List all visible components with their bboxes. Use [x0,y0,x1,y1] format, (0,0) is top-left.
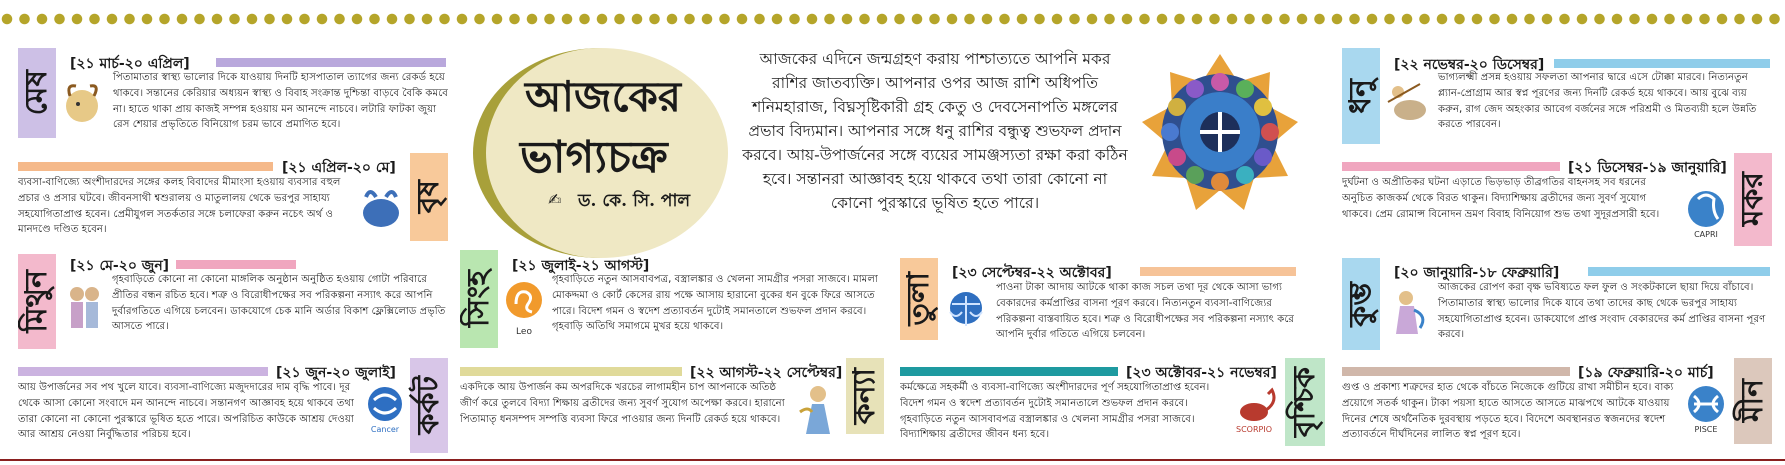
sign-name-tab [900,258,938,340]
sign-text: ব্যবসা-বাণিজ্যে অংশীদারদের সঙ্গের কলহ বিবাদের মীমাংসা হওয়ায় ব্যবসার বহুল প্রচার ও প্রসার ঘটবে। জীবনসাথী শ্বশুরালয় ও মাতুলালয় থেকে ভরপুর সাহায্য সহযোগিতাপ্রাপ্ত হবেন। প্রেমীযুগল সতর্কতার সঙ্গে চলাফেরা করুন নচেৎ অর্থ ও মানদণ্ডে দণ্ডিত হবেন। [18,177,341,236]
header-bar [1342,367,1570,376]
sign-dates: [২১ জুন-২০ জুলাই] [276,365,396,381]
sign-name: সিংহ [461,270,496,328]
leo-icon [502,278,546,338]
header-bar [18,162,273,171]
sign-name-tab [1734,153,1772,246]
sign-dates: [২১ মার্চ-২০ এপ্রিল] [70,56,190,72]
sign-dates: [১৯ ফেব্রুয়ারি-২০ মার্চ] [1578,365,1714,381]
sign-name-tab [18,254,56,349]
sign-box-singha [460,250,900,350]
header-bar [216,58,446,67]
sign-name: ধনু [1343,78,1378,114]
sign-name-tab [846,358,884,434]
sign-text: আয় উপার্জনের সব পথ খুলে যাবে। ব্যবসা-বাণিজ্যে মজুদদারের দাম বৃদ্ধি পাবে। দূর থেকে আসা কোনো সংবাদে মন আনন্দে নাচবে। সন্তানগণ আজ্ঞাবহ হয়ে থাকবে তথা তারা কোনো না কোনো পুরস্কারে ভূষিত হতে পারে। অপরিচিত কাউকে আশ্রয় দেওয়া আর আশ্রয় নেওয়া নির্বুদ্ধিতার পরিচয় হবে। [18,382,354,441]
sign-box-kanya [460,358,886,458]
header-bar [1342,162,1560,171]
taurus-icon [356,183,406,233]
sagittarius-icon [1384,78,1432,130]
dotted-border [0,12,1785,26]
sign-name: মেষ [19,70,54,116]
sign-box-mesh [18,48,448,148]
header-bar [900,367,1118,376]
sign-text: দুর্ঘটনা ও অপ্রীতিকর ঘটনা এড়াতে ভিড়ভাড় তীব্রগতির বাহনসহ সব ধরনের অনুচিত কাজকর্ম থেকে বিরত থাকুন। বিদ্যাশিক্ষায় ব্রতীদের জন্য সুবর্ণ সুযোগ থাকবে। প্রেম রোমান্স বিনোদন ভ্রমণ বিবাহ বিনিয়োগ শুভ তথা সুদূরপ্রসারী হবে। [1342,177,1660,220]
sign-text: পাওনা টাকা আদায় আটকে থাকা কাজ সচল তথা দূর থেকে আসা ভাগ্য বেকারদের কর্মপ্রাপ্তির বাসনা পূরণ করবে। নিত্যনতুন ব্যবসা-বাণিজ্যের পরিকল্পনা বাস্তবায়িত হবে। শত্রু ও বিরোধীপক্ষের সব পরিকল্পনা নস্যাৎ করে আপনি দুর্বার গতিতে এগিয়ে চলবেন। [996,282,1295,341]
header-bar [18,367,268,376]
sign-name-tab [410,153,448,241]
sign-name: মকর [1735,172,1770,227]
svg-text:CAPRI: CAPRI [1694,230,1718,239]
header-bar [460,367,682,376]
header-bar [1140,267,1296,276]
header-bar [1554,59,1770,68]
sign-box-brish [18,153,448,243]
svg-text:SCORPIO: SCORPIO [1236,425,1272,434]
sign-dates: [২৩ অক্টোবর-২১ নভেম্বর] [1126,365,1277,381]
sign-text: পিতামাতার স্বাস্থ্য ভালোর দিকে যাওয়ায় দিনটি হাসপাতাল ত্যাগের জন্য রেকর্ড হয়ে থাকবে। সন্তানের কেরিয়ার অধ্যয়ন স্বাস্থ্য ও বিবাহ সংক্রান্ত দুশ্চিন্তা বাড়বে বৈকি কমবে না। হাতে থাকা প্রায় কাজই সম্পন্ন হওয়ায় মন আনন্দে নাচবে। লটারি ফাটকা জুয়া রেস শেয়ার প্রভৃতিতে বিনিয়োগ চরম ভাবে প্রমাণিত হবে। [113,72,448,131]
sign-dates: [২১ জুলাই-২১ আগস্ট] [512,258,650,274]
sign-name: বৃশ্চিক [1287,366,1322,438]
svg-text:Leo: Leo [516,327,532,337]
sign-box-dhanu [1342,48,1770,148]
sign-text: গুপ্ত ও প্রকাশ্য শত্রুদের হাত থেকে বাঁচতে নিজেকে গুটিয়ে রাখা সমীচীন হবে। বাক্য প্রয়োগে সতর্ক থাকুন। টাকা পয়সা হাতে আসতে আসতে মাঝপথে আটকে যাওয়ায় দিনের শেষে অর্থনৈতিক দুরবস্থায় পড়তে হবে। বিদেশে অবস্থানরত স্বজনদের স্বদেশ প্রত্যাবর্তনে দীর্ঘদিনের লালিত স্বপ্ন পূরণ হবে। [1342,382,1674,441]
sign-box-karkat [18,358,448,458]
page-title-line1: আজকের [525,72,681,121]
sign-text: গৃহবাড়িতে কোনো না কোনো মাঙ্গলিক অনুষ্ঠান অনুষ্ঠিত হওয়ায় গোটা পরিবারে প্রীতির বন্ধন রচিত হবে। শত্রু ও বিরোধীপক্ষের সব পরিকল্পনা নস্যাৎ করে আপনি দুর্বারগতিতে এগিয়ে চলবেন। ডাকযোগে চেক মানি অর্ডার বিকাশ ফ্লেক্সিলোড প্রভৃতি আসতে পারে। [112,274,446,333]
sign-name: কর্কট [411,376,446,435]
pisces-icon [1682,382,1730,434]
aquarius-icon [1384,286,1432,340]
sign-dates: [২১ মে-২০ জুন] [70,258,170,274]
svg-text:PISCE: PISCE [1694,425,1718,434]
sign-name-tab [1342,48,1380,144]
capricorn-icon [1682,183,1730,239]
gemini-icon [62,280,106,334]
cancer-icon [364,384,406,434]
sign-dates: [২২ আগস্ট-২২ সেপ্টেম্বর] [690,365,843,381]
sign-name-tab [460,250,498,348]
sign-dates: [২০ জানুয়ারি-১৮ ফেব্রুয়ারি] [1394,265,1560,281]
sign-dates: [২১ এপ্রিল-২০ মে] [282,160,396,176]
svg-text:Cancer: Cancer [370,425,400,434]
page-title-line2: ভাগ্যচক্র [520,132,668,183]
sign-dates: [২২ নভেম্বর-২০ ডিসেম্বর] [1394,57,1545,73]
sign-name: বৃষ [411,180,446,214]
sign-name-tab [1342,258,1380,350]
sign-text: আজকের রোপণ করা বৃক্ষ ভবিষ্যতে ফল ফুল ও সংকটকালে ছায়া দিয়ে বাঁচাবে। পিতামাতার স্বাস্থ্য ভালোর দিকে যাবে তথা তাদের কাছ থেকে ভরপুর সাহায্য সহযোগিতাপ্রাপ্ত হবেন। ডাকযোগে প্রাপ্ত সংবাদ বেকারদের কর্ম প্রাপ্তির বাসনা পূরণ করবে। [1438,282,1766,341]
sign-text: গৃহবাড়িতে নতুন আসবাবপত্র, বস্ত্রালঙ্কার ও খেলনা সামগ্রীর পসরা সাজবে। মামলা মোকদ্দমা ও কোর্ট কেসের রায় পক্ষে আসায় হারানো বুকের ধন বুকে ফিরে আসতে পারে। বিদেশ গমন ও স্বদেশ প্রত্যাবর্তন দুটোই সমানতালে শুভফল প্রদান করবে। গৃহবাড়ি অতিথি সমাগমে মুখর হয়ে থাকবে। [552,274,878,333]
author-name: ড. কে. সি. পাল [578,191,691,211]
sign-name-tab [1734,358,1772,444]
sign-box-brishchik [900,358,1296,458]
sign-name-tab [18,48,56,138]
sign-box-kumbha [1342,258,1770,354]
sign-text: কর্মক্ষেত্রে সহকর্মী ও ব্যবসা-বাণিজ্যে অংশীদারদের পূর্ণ সহযোগিতাপ্রাপ্ত হবেন। বিদেশ গমন ও স্বদেশ প্রত্যাবর্তন দুটোই সমানতালে শুভফল প্রদান করবে। গৃহবাড়িতে নতুন আসবাবপত্র বস্ত্রালঙ্কার ও খেলনা সামগ্রীর পসরা সাজবে। বিদ্যাশিক্ষায় ব্রতীদের জীবন ধন্য হবে। [900,382,1210,441]
sign-dates: [২১ ডিসেম্বর-১৯ জানুয়ারি] [1568,160,1727,176]
virgo-icon [794,382,840,438]
sign-name: মীন [1735,379,1770,423]
sign-name-tab [410,358,448,453]
scorpio-icon [1230,384,1282,434]
intro-text: আজকের এদিনে জন্মগ্রহণ করায় পাশ্চাত্যতে আপনি মকর রাশির জাতব্যক্তি। আপনার ওপর আজ রাশি অধিপতি শনিমহারাজ, বিঘ্নসৃষ্টিকারী গ্রহ কেতু ও দেবসেনাপতি মঙ্গলের প্রভাব বিদ্যমান। আপনার সঙ্গে ধনু রাশির বন্ধুত্ব শুভফল প্রদান করবে। আয়-উপার্জনের সঙ্গে ব্যয়ের সামঞ্জস্যতা রক্ষা করা কঠিন হবে। সন্তানরা আজ্ঞাবহ হয়ে থাকবে তথা তারা কোনো না কোনো পুরস্কারে ভূষিত হতে পারে। [742,50,1128,212]
aries-icon [60,78,106,130]
sign-text: ভাগ্যলক্ষ্মী প্রসন্ন হওয়ায় সফলতা আপনার দ্বারে এসে টোক্কা মারবে। নিত্যনতুন প্ল্যান-প্রোগ্রাম আর স্বপ্ন পূরণের জন্য দিনটি রেকর্ড হয়ে থাকবে। আয় বুঝে ব্যয় করুন, রাগ জেদ অহংকার আবেগ বর্জনের সঙ্গে পরিশ্রমী ও মিতব্যয়ী হলে উন্নতি করতে পারবেন। [1438,72,1757,131]
sign-box-mithun [18,250,448,350]
header-bar [1588,267,1770,276]
sign-box-makar [1342,153,1772,249]
sign-name: তুলা [901,272,936,326]
sign-box-meen [1342,358,1772,458]
libra-icon [942,286,990,336]
sign-name: মিথুন [19,270,54,333]
sign-dates: [২৩ সেপ্টেম্বর-২২ অক্টোবর] [952,265,1112,281]
sign-name: কন্যা [847,367,882,425]
sign-box-tula [900,258,1296,354]
bottom-rule [0,459,1785,461]
sign-name-tab-brishchik [1285,358,1325,446]
zodiac-wheel-icon [1140,52,1300,212]
header-bar [176,260,296,269]
sign-name: কুম্ভ [1343,281,1378,327]
sign-text: একদিকে আয় উপার্জন কম অপরদিকে খরচের লাগামহীন চাপ আপনাকে অতিষ্ঠ জীর্ণ করে তুলবে বিদ্যা শিক্ষায় ব্রতীদের জন্য সুবর্ণ সুযোগ অপেক্ষা করবে। হারানো পিতামাতৃ ধনসম্পদ সম্পত্তি ব্যবসা ফিরে পাওয়ার জন্য দিনটি রেকর্ড হয়ে থাকবে। [460,382,785,425]
pen-icon: ✍ [548,190,562,209]
